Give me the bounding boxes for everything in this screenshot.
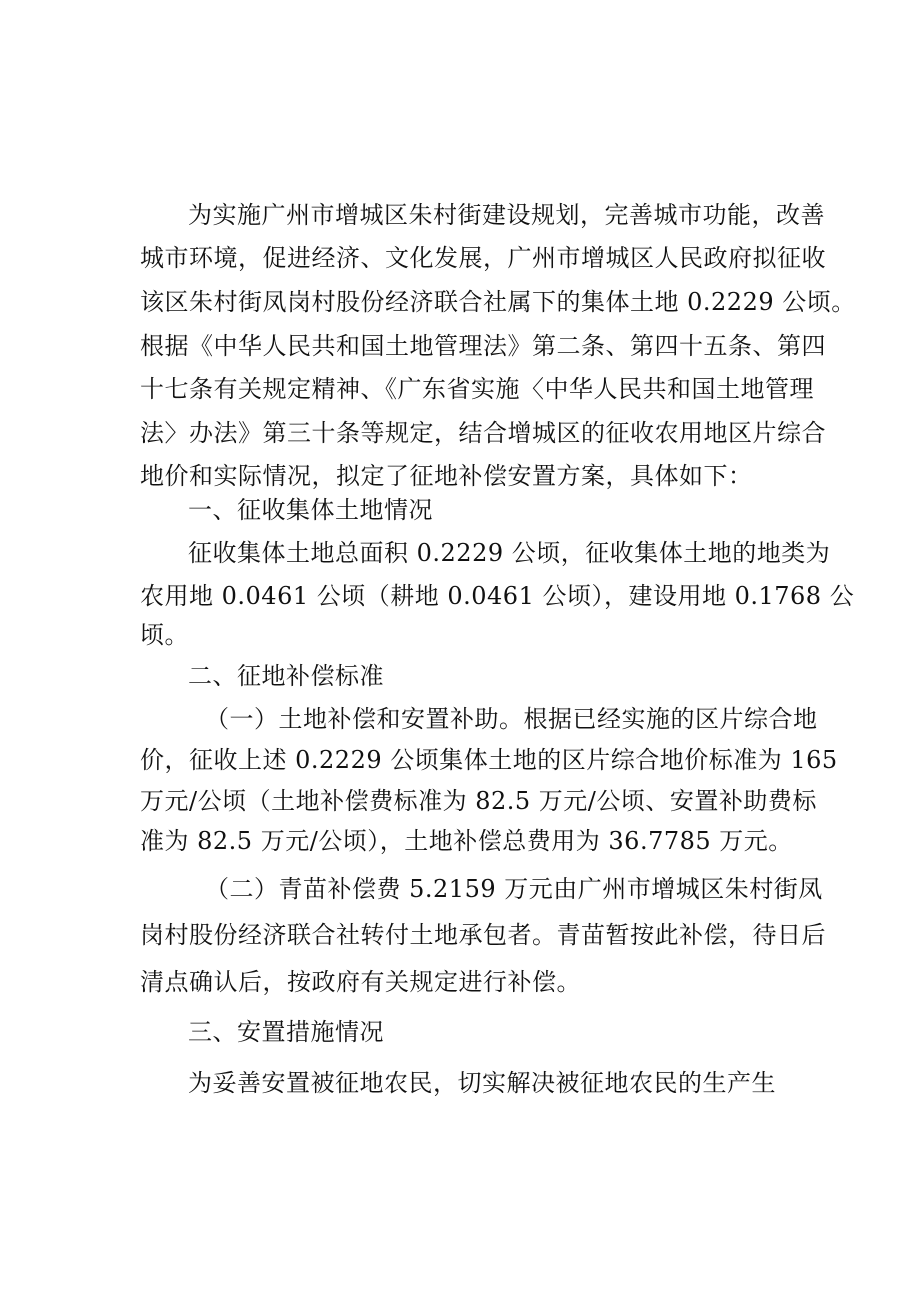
section-2-item-2-line-1: （二）青苗补偿费 5.2159 万元由广州市增城区朱村街凤 (205, 875, 823, 903)
section-1-heading: 一、征收集体土地情况 (188, 496, 433, 524)
section-2-item-1-line-2: 价，征收上述 0.2229 公顷集体土地的区片综合地价标准为 165 (140, 746, 838, 774)
paragraph-1-line-2: 城市环境，促进经济、文化发展，广州市增城区人民政府拟征收 (140, 244, 826, 272)
section-1-line-3: 顷。 (140, 621, 189, 649)
paragraph-1-line-3: 该区朱村街凤岗村股份经济联合社属下的集体土地 0.2229 公顷。 (140, 288, 856, 316)
paragraph-1-line-1: 为实施广州市增城区朱村街建设规划，完善城市功能，改善 (188, 201, 825, 229)
section-2-heading: 二、征地补偿标准 (188, 662, 384, 690)
section-2-item-2-line-3: 清点确认后，按政府有关规定进行补偿。 (140, 968, 581, 996)
paragraph-1-line-6: 法〉办法》第三十条等规定，结合增城区的征收农用地区片综合 (140, 419, 826, 447)
paragraph-1-line-4: 根据《中华人民共和国土地管理法》第二条、第四十五条、第四 (140, 332, 826, 360)
section-2-item-1-line-4: 准为 82.5 万元/公顷），土地补偿总费用为 36.7785 万元。 (140, 827, 793, 855)
section-1-line-2: 农用地 0.0461 公顷（耕地 0.0461 公顷），建设用地 0.1768 公 (140, 582, 855, 610)
section-2-item-2-line-2: 岗村股份经济联合社转付土地承包者。青苗暂按此补偿，待日后 (140, 921, 826, 949)
section-2-item-1-line-1: （一）土地补偿和安置补助。根据已经实施的区片综合地 (205, 705, 818, 733)
section-3-heading: 三、安置措施情况 (188, 1018, 384, 1046)
section-3-line-1: 为妥善安置被征地农民，切实解决被征地农民的生产生 (188, 1069, 776, 1097)
paragraph-1-line-5: 十七条有关规定精神、《广东省实施〈中华人民共和国土地管理 (140, 375, 814, 403)
paragraph-1-line-7: 地价和实际情况，拟定了征地补偿安置方案，具体如下： (140, 462, 753, 490)
section-2-item-1-line-3: 万元/公顷（土地补偿费标准为 82.5 万元/公顷、安置补助费标 (140, 787, 817, 815)
section-1-line-1: 征收集体土地总面积 0.2229 公顷，征收集体土地的地类为 (188, 539, 831, 567)
